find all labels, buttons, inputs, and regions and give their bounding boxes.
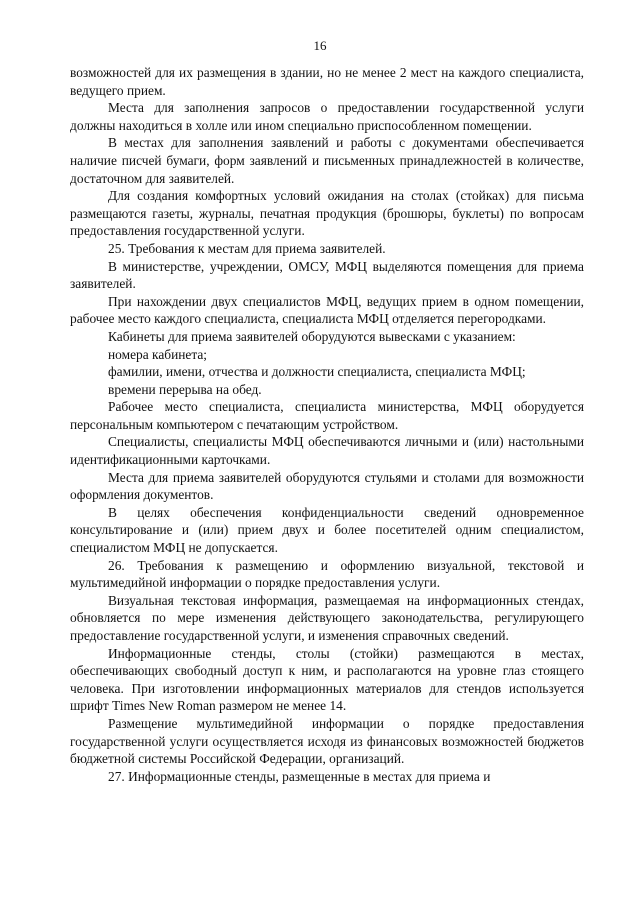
page-number: 16 bbox=[313, 38, 327, 53]
paragraph-info-stands: Информационные стенды, столы (стойки) размещаются в местах, обеспечивающих свободный доступ к ним, и располагаются на уровне глаз стоящего человека. При изготовлении информационных материалов для стендов используется шрифт Times New Roman размером не менее 14. bbox=[70, 645, 584, 714]
paragraph-multimedia: Размещение мультимедийной информации о порядке предоставления государственной услуги осуществляется исходя из финансовых возможностей бюджетов бюджетной системы Российской Федерации, организаций. bbox=[70, 715, 584, 767]
paragraph-continuation: возможностей для их размещения в здании, но не менее 2 мест на каждого специалиста, ведущего прием. bbox=[70, 65, 584, 98]
paragraph-waiting-comfort: Для создания комфортных условий ожидания на столах (стойках) для письма размещаются газеты, журналы, печатная продукция (брошюры, буклеты) по вопросам предоставления государственной услуги. bbox=[70, 188, 584, 239]
paragraph-writing-supplies: В местах для заполнения заявлений и работы с документами обеспечивается наличие писчей бумаги, форм заявлений и письменных принадлежностей в количестве, достаточном для заявителей. bbox=[70, 135, 584, 186]
list-item-specialist-name: фамилии, имени, отчества и должности специалиста, специалиста МФЦ; bbox=[108, 364, 526, 380]
section-heading-27: 27. Информационные стенды, размещенные в местах для приема и bbox=[108, 768, 491, 784]
section-heading-26: 26. Требования к размещению и оформлению визуальной, текстовой и мультимедийной информации о порядке предоставления услуги. bbox=[70, 557, 584, 591]
list-item-lunch-break: времени перерыва на обед. bbox=[108, 381, 262, 397]
paragraph-partitions: При нахождении двух специалистов МФЦ, ведущих прием в одном помещении, рабочее место каждого специалиста, специалиста МФЦ отделяется перегородками. bbox=[70, 293, 584, 327]
paragraph-workplace-equipment: Рабочее место специалиста, специалиста министерства, МФЦ оборудуется персональным компьютером с печатающим устройством. bbox=[70, 399, 584, 432]
paragraph-filling-places: Места для заполнения запросов о предоставлении государственной услуги должны находиться в холле или ином специально приспособленном помещении. bbox=[70, 100, 584, 133]
paragraph-id-cards: Специалисты, специалисты МФЦ обеспечиваются личными и (или) настольными идентификационными карточками. bbox=[70, 434, 584, 468]
paragraph-confidentiality: В целях обеспечения конфиденциальности сведений одновременное консультирование и (или) прием двух и более посетителей одним специалистом, специалистом МФЦ не допускается. bbox=[70, 504, 584, 556]
paragraph-signage: Кабинеты для приема заявителей оборудуются вывесками с указанием: bbox=[108, 328, 516, 344]
list-item-room-number: номера кабинета; bbox=[108, 346, 208, 362]
paragraph-furniture: Места для приема заявителей оборудуются стульями и столами для возможности оформления документов. bbox=[70, 469, 584, 503]
document-body bbox=[70, 64, 584, 785]
section-heading-25: 25. Требования к местам для приема заявителей. bbox=[108, 240, 386, 256]
paragraph-reception-rooms: В министерстве, учреждении, ОМСУ, МФЦ выделяются помещения для приема заявителей. bbox=[70, 258, 584, 292]
paragraph-visual-info: Визуальная текстовая информация, размещаемая на информационных стендах, обновляется по мере изменения действующего законодательства, регулирующего предоставление государственной услуги, и изменения справочных сведений. bbox=[70, 592, 584, 643]
